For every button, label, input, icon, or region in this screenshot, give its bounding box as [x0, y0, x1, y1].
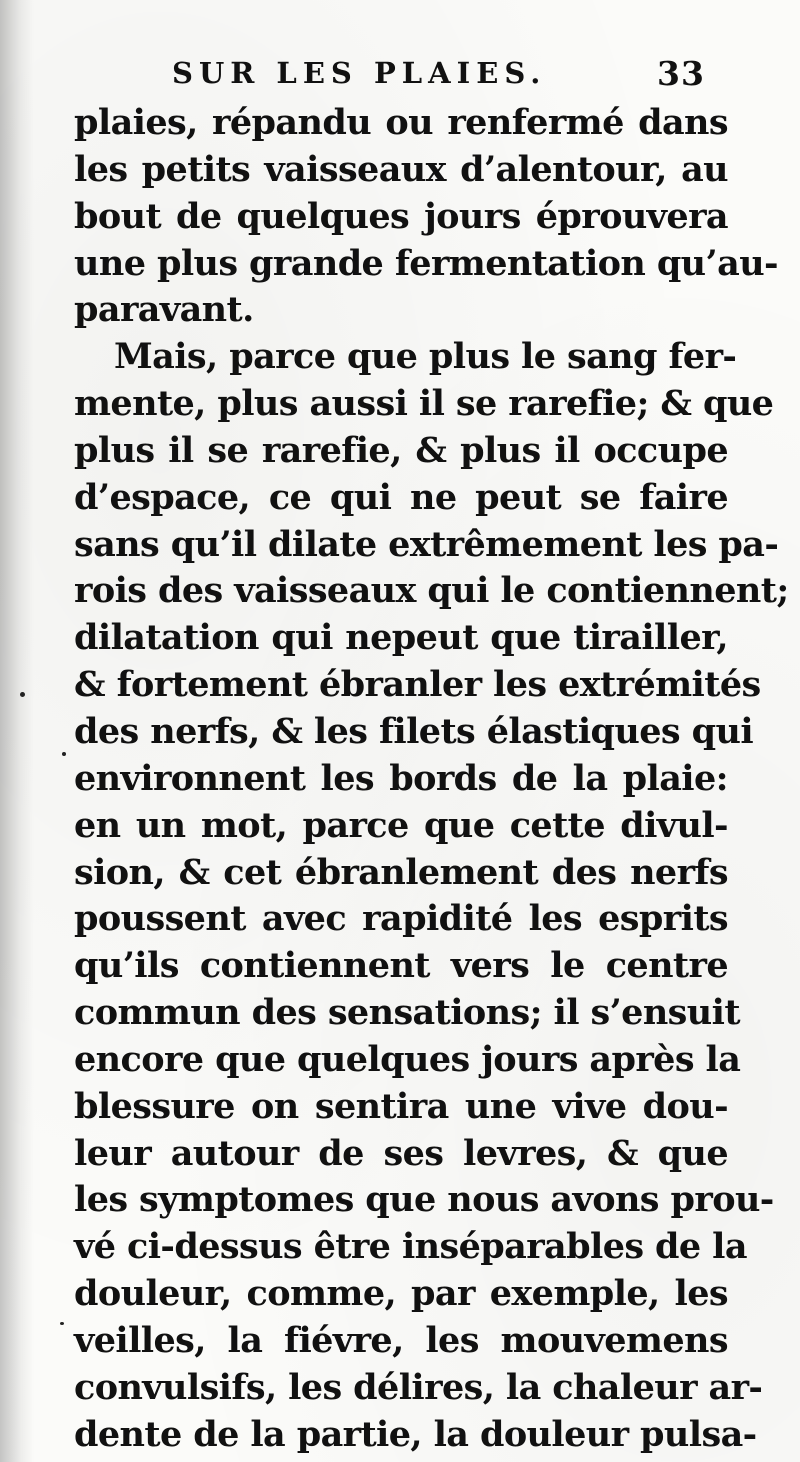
text-line: encore que quelques jours après la — [74, 1038, 741, 1080]
text-line: poussent avec rapidité les esprits — [74, 898, 728, 940]
text-line: une plus grande fermentation qu’au- — [74, 242, 778, 284]
text-line: sion, & cet ébranlement des nerfs — [74, 851, 728, 893]
ink-speck — [60, 1322, 64, 1325]
text-line: rois des vaisseaux qui le contiennent; — [74, 570, 789, 612]
text-line: dilatation qui nepeut que tirailler, — [74, 617, 728, 659]
page-header — [0, 48, 800, 98]
text-line: douleur, comme, par exemple, les — [74, 1273, 728, 1315]
text-line: en un mot, parce que cette divul- — [74, 804, 728, 846]
text-line: plus il se rarefie, & plus il occupe — [74, 429, 728, 471]
text-line: bout de quelques jours éprouvera — [74, 195, 728, 237]
text-line: les symptomes que nous avons prou- — [74, 1179, 774, 1221]
text-line: sans qu’il dilate extrêmement les pa- — [74, 523, 779, 565]
text-line: mente, plus aussi il se rarefie; & que — [74, 383, 774, 425]
running-head: SUR LES PLAIES. — [172, 56, 547, 90]
body-text — [74, 100, 789, 1458]
text-line: commun des sensations; il s’ensuit — [74, 992, 740, 1034]
text-line: qu’ils contiennent vers le centre — [74, 945, 728, 987]
text-line: Mais, parce que plus le sang fer- — [114, 336, 737, 378]
text-line: dente de la partie, la douleur pulsa- — [74, 1413, 757, 1455]
text-line: les petits vaisseaux d’alentour, au — [74, 148, 728, 190]
text-line: environnent les bords de la plaie: — [74, 757, 728, 799]
text-line: paravant. — [74, 289, 254, 331]
text-line: convulsifs, les délires, la chaleur ar- — [74, 1366, 763, 1408]
text-line: plaies, répandu ou renfermé dans — [74, 102, 728, 143]
text-line: & fortement ébranler les extrémités — [74, 664, 761, 706]
text-line: veilles, la fiévre, les mouvemens — [74, 1319, 728, 1361]
text-line: vé ci-dessus être inséparables de la — [74, 1226, 747, 1268]
text-line: des nerfs, & les filets élastiques qui — [74, 710, 754, 752]
ink-speck — [62, 752, 66, 756]
page-gutter-shadow — [0, 0, 34, 1462]
page-number: 33 — [657, 54, 705, 93]
text-line: d’espace, ce qui ne peut se faire — [74, 476, 728, 518]
text-line: blessure on sentira une vive dou- — [74, 1085, 728, 1127]
ink-speck — [20, 692, 25, 697]
text-line: leur autour de ses levres, & que — [74, 1132, 728, 1174]
